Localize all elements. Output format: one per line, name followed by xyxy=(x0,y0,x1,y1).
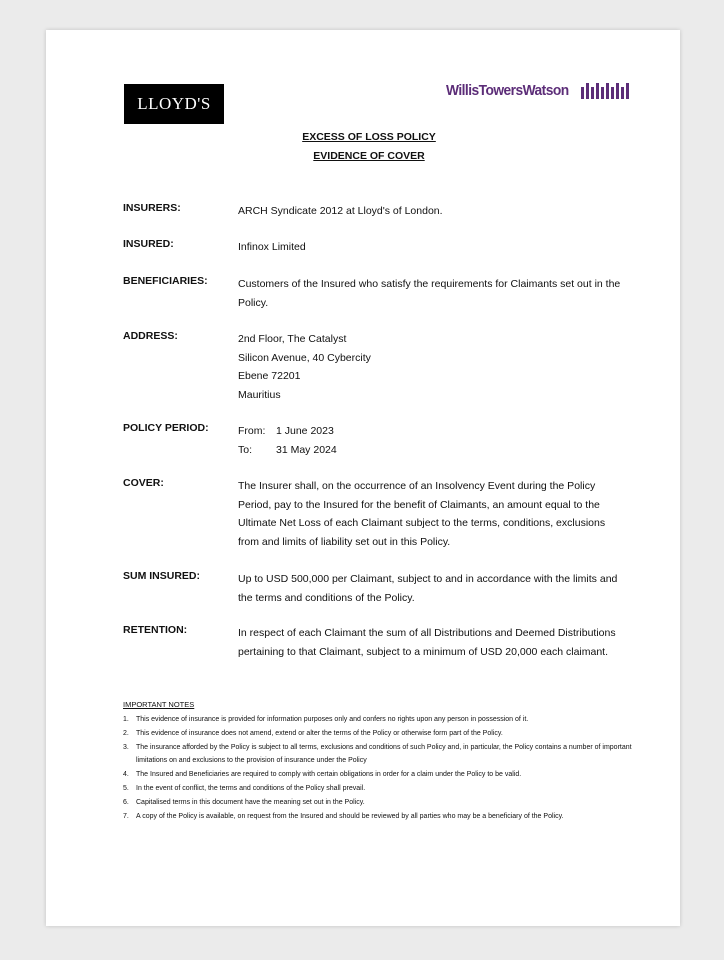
document-title: EXCESS OF LOSS POLICY xyxy=(302,131,436,143)
willis-towers-watson-logo xyxy=(446,82,629,99)
retention-value: In respect of each Claimant the sum of all Distributions and Deemed Distributions pertaining to that Claimant, subject to a minimum of USD 20,000 each claimant. xyxy=(238,627,616,658)
note-text: The insurance afforded by the Policy is subject to all terms, exclusions and conditions of such Policy and, in particular, the Policy contains a number of important limitations on and exclusions to the provision of insurance under the Policy xyxy=(136,743,632,765)
cover-label: COVER: xyxy=(123,477,164,489)
sum-insured-label: SUM INSURED: xyxy=(123,570,201,582)
document-page xyxy=(46,30,680,926)
retention-label: RETENTION: xyxy=(123,624,188,636)
note-number: 6. xyxy=(123,798,129,806)
important-notes-title: IMPORTANT NOTES xyxy=(123,700,195,709)
note-text: Capitalised terms in this document have the meaning set out in the Policy. xyxy=(136,798,365,806)
note-text: The Insured and Beneficiaries are required to comply with certain obligations in order for a claim under the Policy to be valid. xyxy=(136,771,522,779)
lloyds-logo xyxy=(124,84,224,124)
policy-period-from xyxy=(238,422,623,441)
wtw-logo-text: WillisTowersWatson xyxy=(446,82,569,99)
note-text: This evidence of insurance is provided for information purposes only and confers no rights upon any person in possession of it. xyxy=(136,716,529,723)
note-number: 2. xyxy=(123,729,129,737)
policy-period-label: POLICY PERIOD: xyxy=(123,422,209,434)
note-number: 3. xyxy=(123,743,129,751)
to-date: 31 May 2024 xyxy=(276,443,337,456)
address-label: ADDRESS: xyxy=(123,330,178,342)
policy-period-value xyxy=(238,422,623,459)
address-value xyxy=(238,330,623,404)
note-item xyxy=(123,741,633,769)
note-item xyxy=(123,727,633,741)
policy-period-to xyxy=(238,441,623,460)
address-line-4: Mauritius xyxy=(238,388,281,401)
note-number: 4. xyxy=(123,771,129,779)
note-item xyxy=(123,768,633,782)
address-line-1: 2nd Floor, The Catalyst xyxy=(238,333,347,345)
beneficiaries-value: Customers of the Insured who satisfy the requirements for Claimants set out in the Policy. xyxy=(238,278,621,309)
note-item xyxy=(123,810,633,824)
to-label: To: xyxy=(238,443,253,456)
insured-value: Infinox Limited xyxy=(238,241,306,253)
from-date: 1 June 2023 xyxy=(276,425,334,437)
note-number: 1. xyxy=(123,716,129,723)
note-text: This evidence of insurance does not amend, extend or alter the terms of the Policy or otherwise form part of the Policy. xyxy=(136,729,503,737)
beneficiaries-label: BENEFICIARIES: xyxy=(123,275,208,287)
note-text: In the event of conflict, the terms and conditions of the Policy shall prevail. xyxy=(136,784,366,792)
note-item xyxy=(123,713,633,727)
address-line-3: Ebene 72201 xyxy=(238,370,301,382)
insured-label: INSURED: xyxy=(123,238,174,250)
note-number: 7. xyxy=(123,812,129,820)
address-line-2: Silicon Avenue, 40 Cybercity xyxy=(238,351,371,364)
note-text: A copy of the Policy is available, on request from the Insured and should be reviewed by all parties who may be a beneficiary of the Policy. xyxy=(136,812,564,820)
wtw-mark-icon xyxy=(581,83,629,99)
note-item xyxy=(123,796,633,810)
document-subtitle: EVIDENCE OF COVER xyxy=(313,150,425,162)
note-number: 5. xyxy=(123,784,129,792)
note-item xyxy=(123,782,633,796)
cover-value: The Insurer shall, on the occurrence of an Insolvency Event during the Policy Period, pay to the Insured for the benefit of Claimants, an amount equal to the Ultimate Net Loss of each Claimant subject to the terms, conditions, exclusions from and limits of liability set out in this Policy. xyxy=(238,480,606,548)
lloyds-logo-text: LLOYD'S xyxy=(137,94,211,113)
insurers-value: ARCH Syndicate 2012 at Lloyd's of London. xyxy=(238,205,443,217)
insurers-label: INSURERS: xyxy=(123,202,181,214)
important-notes xyxy=(123,700,633,823)
sum-insured-value: Up to USD 500,000 per Claimant, subject to and in accordance with the limits and the terms and conditions of the Policy. xyxy=(238,573,618,604)
from-label: From: xyxy=(238,425,266,437)
